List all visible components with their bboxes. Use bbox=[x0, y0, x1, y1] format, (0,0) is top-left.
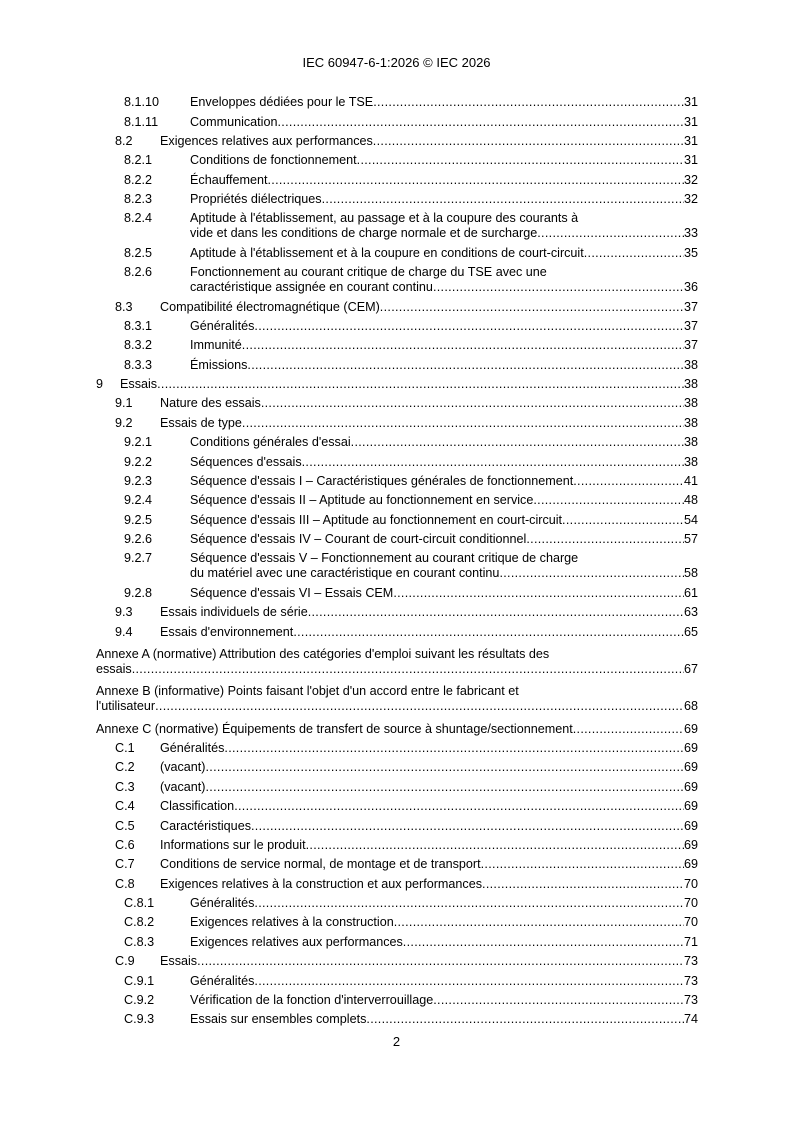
toc-entry-title: Fonctionnement au courant critique de charge du TSE avec une bbox=[190, 265, 547, 280]
toc-entry-number: 9.2.4 bbox=[124, 493, 153, 508]
toc-entry-number: 8.3 bbox=[115, 299, 133, 314]
toc-entry-number: 9.2.1 bbox=[124, 435, 153, 450]
toc-page-number: 48 bbox=[683, 493, 698, 508]
toc-page-number: 38 bbox=[683, 454, 698, 469]
toc-entry-title: Émissions bbox=[190, 357, 248, 372]
toc-entry-title: Aptitude à l'établissement et à la coupure en conditions de court-circuit bbox=[190, 245, 584, 260]
toc-entry-title: Séquence d'essais I – Caractéristiques générales de fonctionnement bbox=[190, 473, 574, 488]
toc-entry-title: Généralités bbox=[190, 318, 255, 333]
toc-entry[interactable] bbox=[96, 190, 698, 209]
toc-page-number: 57 bbox=[683, 532, 698, 547]
dot-leader bbox=[433, 280, 684, 295]
toc-entry[interactable] bbox=[96, 603, 698, 622]
toc-entry-title: Enveloppes dédiées pour le TSE bbox=[190, 95, 374, 110]
toc-entry-title: Nature des essais bbox=[160, 396, 261, 411]
toc-page-number: 32 bbox=[683, 172, 698, 187]
toc-page-number: 69 bbox=[683, 799, 698, 814]
page-number: 2 bbox=[392, 1034, 401, 1049]
dot-leader bbox=[537, 226, 684, 241]
toc-entry[interactable] bbox=[96, 394, 698, 413]
toc-page-number: 73 bbox=[683, 973, 698, 988]
toc-page-number: 70 bbox=[683, 896, 698, 911]
dot-leader bbox=[481, 857, 684, 872]
toc-entry[interactable] bbox=[96, 209, 698, 243]
dot-leader bbox=[394, 915, 684, 930]
toc-entry[interactable] bbox=[96, 297, 698, 316]
toc-entry-title: caractéristique assignée en courant continu bbox=[190, 280, 433, 295]
toc-entry-title: (vacant) bbox=[160, 779, 206, 794]
dot-leader bbox=[533, 493, 684, 508]
toc-entry[interactable] bbox=[96, 244, 698, 263]
toc-entry-title: Séquence d'essais V – Fonctionnement au courant critique de charge bbox=[190, 551, 579, 566]
toc-entry-number: 9.2.6 bbox=[124, 532, 153, 547]
toc-entry-number: 9.2.3 bbox=[124, 473, 153, 488]
toc-page-number: 70 bbox=[683, 915, 698, 930]
toc-entry-number: C.8.1 bbox=[124, 896, 155, 911]
toc-entry-number: C.5 bbox=[115, 818, 135, 833]
toc-entry-title: Généralités bbox=[160, 741, 225, 756]
toc-entry-title: Essais bbox=[160, 954, 198, 969]
toc-entry[interactable] bbox=[96, 971, 698, 990]
toc-page-number: 37 bbox=[683, 299, 698, 314]
toc-entry-number: 8.2.2 bbox=[124, 172, 153, 187]
dot-leader bbox=[247, 358, 684, 373]
toc-entry[interactable] bbox=[96, 549, 698, 583]
toc-entry-title: Séquence d'essais III – Aptitude au fonctionnement en court-circuit bbox=[190, 512, 563, 527]
toc-entry-number: 8.2.5 bbox=[124, 245, 153, 260]
toc-entry[interactable] bbox=[96, 991, 698, 1010]
toc-entry-number: C.9.2 bbox=[124, 992, 155, 1007]
toc-entry[interactable] bbox=[96, 778, 698, 797]
dot-leader bbox=[254, 974, 684, 989]
toc-entry-number: 8.2.3 bbox=[124, 192, 153, 207]
dot-leader bbox=[351, 435, 684, 450]
toc-page-number: 69 bbox=[683, 818, 698, 833]
toc-page-number: 33 bbox=[683, 226, 698, 241]
toc-entry-title: Essais individuels de série bbox=[160, 605, 308, 620]
toc-entry-number: 8.3.3 bbox=[124, 357, 153, 372]
toc-entry-title: Annexe B (informative) Points faisant l'objet d'un accord entre le fabricant et bbox=[96, 684, 519, 699]
toc-entry-title: du matériel avec une caractéristique en courant continu bbox=[190, 566, 500, 581]
toc-page-number: 65 bbox=[683, 624, 698, 639]
toc-page-number: 69 bbox=[683, 741, 698, 756]
toc-entry-title: Conditions générales d'essai bbox=[190, 435, 351, 450]
toc-entry[interactable] bbox=[96, 836, 698, 855]
dot-leader bbox=[155, 699, 684, 714]
toc-entry-title: Vérification de la fonction d'interverrouillage bbox=[190, 992, 434, 1007]
toc-page-number: 32 bbox=[683, 192, 698, 207]
toc-entry-title: Propriétés diélectriques bbox=[190, 192, 322, 207]
toc-page-number: 69 bbox=[683, 857, 698, 872]
toc-annex-entry[interactable] bbox=[96, 720, 698, 739]
toc-entry[interactable] bbox=[96, 530, 698, 549]
dot-leader bbox=[157, 377, 684, 392]
toc-entry-number: C.9.3 bbox=[124, 1012, 155, 1027]
toc-entry-title: Essais sur ensembles complets bbox=[190, 1012, 367, 1027]
toc-page-number: 73 bbox=[683, 992, 698, 1007]
dot-leader bbox=[267, 173, 684, 188]
toc-entry[interactable] bbox=[96, 336, 698, 355]
toc-page-number: 38 bbox=[683, 415, 698, 430]
toc-entry-number: 8.2 bbox=[115, 133, 133, 148]
toc-page-number: 37 bbox=[683, 338, 698, 353]
toc-entry-title: Conditions de service normal, de montage et de transport bbox=[160, 857, 481, 872]
toc-page-number: 69 bbox=[683, 760, 698, 775]
toc-entry-number: 9.1 bbox=[115, 396, 133, 411]
toc-page-number: 69 bbox=[683, 779, 698, 794]
toc-entry-number: 9.3 bbox=[115, 605, 133, 620]
toc-entry-title: Essais d'environnement bbox=[160, 624, 294, 639]
dot-leader bbox=[526, 532, 684, 547]
toc-entry-number: 9.2.8 bbox=[124, 585, 153, 600]
toc-entry[interactable] bbox=[96, 739, 698, 758]
toc-page-number: 31 bbox=[683, 95, 698, 110]
toc-entry-title: Communication bbox=[190, 114, 278, 129]
dot-leader bbox=[242, 416, 684, 431]
toc-entry-title: Compatibilité électromagnétique (CEM) bbox=[160, 299, 380, 314]
page-header: IEC 60947-6-1:2026 © IEC 2026 bbox=[302, 55, 491, 70]
toc-page-number: 36 bbox=[683, 280, 698, 295]
toc-entry-number: 8.1.10 bbox=[124, 95, 160, 110]
dot-leader bbox=[132, 662, 684, 677]
toc-page-number: 41 bbox=[683, 473, 698, 488]
toc-page-number: 31 bbox=[683, 114, 698, 129]
toc-entry[interactable] bbox=[96, 151, 698, 170]
toc-entry-title: Exigences relatives aux performances bbox=[160, 133, 373, 148]
toc-entry-number: 8.2.6 bbox=[124, 265, 153, 280]
toc-entry-title: Informations sur le produit bbox=[160, 837, 306, 852]
toc-entry[interactable] bbox=[96, 584, 698, 603]
dot-leader bbox=[373, 95, 684, 110]
toc-entry[interactable] bbox=[96, 855, 698, 874]
dot-leader bbox=[308, 605, 684, 620]
toc-entry-title: Essais de type bbox=[160, 415, 242, 430]
dot-leader bbox=[403, 935, 684, 950]
toc-entry[interactable] bbox=[96, 472, 698, 491]
toc-entry-number: C.9 bbox=[115, 954, 135, 969]
toc-entry-title: Séquence d'essais VI – Essais CEM bbox=[190, 585, 394, 600]
dot-leader bbox=[322, 192, 684, 207]
toc-entry[interactable] bbox=[96, 414, 698, 433]
dot-leader bbox=[206, 780, 684, 795]
toc-entry-number: C.8.2 bbox=[124, 915, 155, 930]
dot-leader bbox=[573, 474, 684, 489]
toc-entry-title: Échauffement bbox=[190, 172, 268, 187]
dot-leader bbox=[380, 300, 684, 315]
dot-leader bbox=[254, 319, 684, 334]
toc-entry[interactable] bbox=[96, 1010, 698, 1029]
toc-annex-entry[interactable] bbox=[96, 645, 698, 679]
dot-leader bbox=[251, 819, 684, 834]
toc-entry-title: Classification bbox=[160, 799, 235, 814]
toc-entry-title: Aptitude à l'établissement, au passage et à la coupure des courants à bbox=[190, 211, 579, 226]
toc-entry-number: C.4 bbox=[115, 799, 135, 814]
toc-entry-title: Généralités bbox=[190, 973, 255, 988]
toc-entry[interactable] bbox=[96, 132, 698, 151]
toc-entry[interactable] bbox=[96, 263, 698, 297]
dot-leader bbox=[242, 338, 684, 353]
toc-page-number: 74 bbox=[683, 1012, 698, 1027]
toc-entry[interactable] bbox=[96, 797, 698, 816]
dot-leader bbox=[366, 1012, 684, 1027]
toc-page-number: 69 bbox=[683, 837, 698, 852]
toc-entry[interactable] bbox=[96, 93, 698, 112]
toc-entry-number: C.2 bbox=[115, 760, 135, 775]
toc-page-number: 38 bbox=[683, 377, 698, 392]
toc-page-number: 67 bbox=[683, 661, 698, 676]
toc-entry[interactable] bbox=[96, 913, 698, 932]
toc-entry-number: 8.3.1 bbox=[124, 318, 153, 333]
dot-leader bbox=[433, 993, 684, 1008]
toc-entry-title: Généralités bbox=[190, 896, 255, 911]
toc-entry-number: C.7 bbox=[115, 857, 135, 872]
toc-entry[interactable] bbox=[96, 433, 698, 452]
toc-entry-number: C.9.1 bbox=[124, 973, 155, 988]
toc-entry-title: Caractéristiques bbox=[160, 818, 251, 833]
toc-entry-title: Exigences relatives aux performances bbox=[190, 934, 403, 949]
dot-leader bbox=[562, 513, 684, 528]
toc-entry-title: l'utilisateur bbox=[96, 699, 156, 714]
toc-page-number: 61 bbox=[683, 585, 698, 600]
toc-entry-number: C.6 bbox=[115, 837, 135, 852]
toc-entry[interactable] bbox=[96, 758, 698, 777]
dot-leader bbox=[482, 877, 684, 892]
toc-entry[interactable] bbox=[96, 356, 698, 375]
toc-entry-title: Conditions de fonctionnement bbox=[190, 153, 357, 168]
toc-entry-number: 8.2.4 bbox=[124, 211, 153, 226]
toc-entry-number: 8.1.11 bbox=[124, 114, 159, 129]
toc-entry-title: Séquence d'essais II – Aptitude au fonctionnement en service bbox=[190, 493, 534, 508]
toc-page-number: 38 bbox=[683, 357, 698, 372]
toc-entry-number: C.1 bbox=[115, 741, 135, 756]
toc-annex-entry[interactable] bbox=[96, 682, 698, 716]
dot-leader bbox=[373, 134, 684, 149]
toc-entry-number: 9.2 bbox=[115, 415, 133, 430]
toc-page-number: 35 bbox=[683, 245, 698, 260]
dot-leader bbox=[357, 153, 684, 168]
toc-entry[interactable] bbox=[96, 952, 698, 971]
toc-entry-title: Séquence d'essais IV – Courant de court-circuit conditionnel bbox=[190, 532, 527, 547]
toc-page-number: 58 bbox=[683, 566, 698, 581]
toc-page-number: 70 bbox=[683, 876, 698, 891]
toc-entry-number: C.8.3 bbox=[124, 934, 155, 949]
toc-page-number: 73 bbox=[683, 954, 698, 969]
toc-entry-title: Immunité bbox=[190, 338, 242, 353]
dot-leader bbox=[261, 396, 684, 411]
toc-entry-number: 9 bbox=[96, 377, 104, 392]
toc-entry-title: Séquences d'essais bbox=[190, 454, 302, 469]
toc-entry-number: 8.3.2 bbox=[124, 338, 153, 353]
toc-entry[interactable] bbox=[96, 171, 698, 190]
toc-entry-number: 9.2.2 bbox=[124, 454, 153, 469]
toc-entry-title: Annexe C (normative) Équipements de transfert de source à shuntage/sectionnement bbox=[96, 721, 573, 736]
toc-entry-title: Exigences relatives à la construction bbox=[190, 915, 394, 930]
dot-leader bbox=[234, 799, 684, 814]
toc-entry[interactable] bbox=[96, 894, 698, 913]
toc-page-number: 37 bbox=[683, 318, 698, 333]
toc-page-number: 63 bbox=[683, 605, 698, 620]
toc-entry-title: Annexe A (normative) Attribution des catégories d'emploi suivant les résultats des bbox=[96, 646, 550, 661]
dot-leader bbox=[302, 455, 684, 470]
toc-page-number: 68 bbox=[683, 699, 698, 714]
toc-entry[interactable] bbox=[96, 317, 698, 336]
dot-leader bbox=[278, 115, 684, 130]
dot-leader bbox=[499, 566, 684, 581]
dot-leader bbox=[584, 246, 684, 261]
toc-page-number: 71 bbox=[683, 934, 698, 949]
toc-page-number: 69 bbox=[683, 721, 698, 736]
toc-page-number: 31 bbox=[683, 153, 698, 168]
toc-entry-number: 9.2.7 bbox=[124, 551, 153, 566]
toc-entry-number: 9.4 bbox=[115, 624, 133, 639]
toc-entry[interactable] bbox=[96, 511, 698, 530]
dot-leader bbox=[293, 625, 684, 640]
toc-entry[interactable] bbox=[96, 112, 698, 131]
toc-entry[interactable] bbox=[96, 622, 698, 641]
toc-page-number: 38 bbox=[683, 396, 698, 411]
toc-page-number: 38 bbox=[683, 435, 698, 450]
dot-leader bbox=[306, 838, 684, 853]
toc-entry-title: Exigences relatives à la construction et aux performances bbox=[160, 876, 483, 891]
toc-page-number: 31 bbox=[683, 133, 698, 148]
dot-leader bbox=[224, 741, 684, 756]
toc-entry-title: (vacant) bbox=[160, 760, 206, 775]
dot-leader bbox=[393, 586, 684, 601]
dot-leader bbox=[206, 760, 684, 775]
toc-entry-number: C.3 bbox=[115, 779, 135, 794]
toc-entry[interactable] bbox=[96, 933, 698, 952]
dot-leader bbox=[573, 722, 684, 737]
toc-entry[interactable] bbox=[96, 816, 698, 835]
toc-entry-number: 9.2.5 bbox=[124, 512, 153, 527]
toc-entry-number: C.8 bbox=[115, 876, 135, 891]
dot-leader bbox=[197, 954, 684, 969]
toc-entry-number: 8.2.1 bbox=[124, 153, 153, 168]
toc-entry[interactable] bbox=[96, 491, 698, 510]
toc-page-number: 54 bbox=[683, 512, 698, 527]
toc-entry[interactable] bbox=[96, 375, 698, 394]
table-of-contents bbox=[96, 93, 698, 1030]
toc-entry-title: essais bbox=[96, 661, 132, 676]
toc-entry-title: Essais bbox=[120, 377, 158, 392]
toc-entry[interactable] bbox=[96, 875, 698, 894]
dot-leader bbox=[254, 896, 684, 911]
toc-entry-title: vide et dans les conditions de charge normale et de surcharge bbox=[190, 226, 538, 241]
toc-entry[interactable] bbox=[96, 452, 698, 471]
